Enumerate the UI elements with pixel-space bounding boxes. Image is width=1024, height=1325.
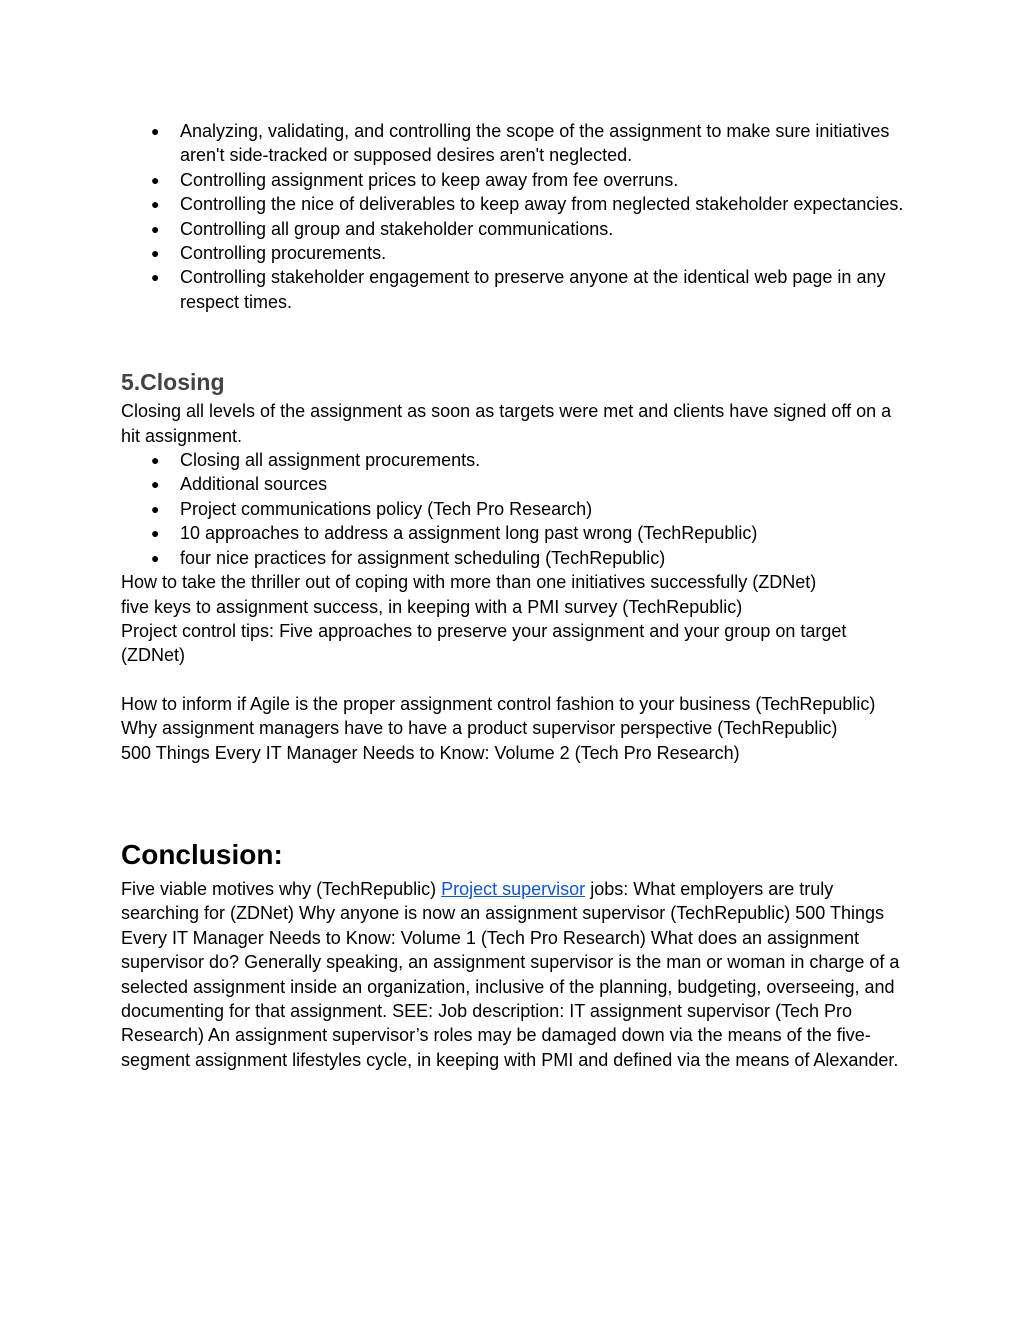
bullet-icon: ● — [151, 196, 160, 213]
list-item: ● 10 approaches to address a assignment long past wrong (TechRepublic) — [121, 521, 911, 545]
list-item: ● Project communications policy (Tech Pro Research) — [121, 497, 911, 521]
closing-intro: Closing all levels of the assignment as soon as targets were met and clients have signed off on a hit assignment. — [121, 401, 892, 446]
list-item: ● Controlling procurements. — [121, 241, 911, 265]
resource-line: Why assignment managers have to have a product supervisor perspective (TechRepublic) — [121, 718, 838, 739]
list-item: ● four nice practices for assignment scheduling (TechRepublic) — [121, 546, 911, 570]
list-item: ● Controlling stakeholder engagement to preserve anyone at the identical web page in any respect times. — [151, 267, 886, 312]
bullet-icon: ● — [151, 220, 160, 237]
resource-lines-b — [121, 692, 911, 765]
closing-bullet-list — [121, 448, 911, 570]
bullet-icon: ● — [151, 549, 160, 566]
project-supervisor-link[interactable]: Project supervisor — [441, 878, 586, 899]
bullet-icon: ● — [151, 245, 160, 262]
bullet-icon: ● — [151, 525, 160, 542]
list-item: ● Controlling the nice of deliverables to keep away from neglected stakeholder expectancies. — [121, 192, 911, 216]
resource-line: How to inform if Agile is the proper assignment control fashion to your business (TechRepublic) — [121, 693, 876, 714]
bullet-icon: ● — [151, 452, 160, 469]
bullet-icon: ● — [151, 171, 160, 188]
resource-line: 500 Things Every IT Manager Needs to Know: Volume 2 (Tech Pro Research) — [121, 742, 740, 763]
document-content — [121, 119, 911, 1072]
bullet-icon: ● — [151, 500, 160, 517]
list-item: ● Additional sources — [121, 472, 911, 496]
resource-lines-a — [121, 570, 911, 668]
resource-line: five keys to assignment success, in keeping with a PMI survey (TechRepublic) — [121, 596, 743, 617]
resource-line: How to take the thriller out of coping with more than one initiatives successfully (ZDNet) — [121, 572, 817, 593]
bullet-icon: ● — [151, 123, 160, 139]
closing-heading: 5.Closing — [121, 369, 225, 396]
conclusion-heading: Conclusion: — [121, 838, 283, 870]
list-item: ● Controlling assignment prices to keep away from fee overruns. — [121, 168, 911, 192]
bullet-icon: ● — [151, 269, 160, 286]
conclusion-section — [121, 838, 911, 1072]
list-item: ● Analyzing, validating, and controlling the scope of the assignment to make sure initiatives aren't side-tracked or supposed desires aren't neglected. — [151, 121, 890, 166]
top-bullet-list — [121, 119, 911, 314]
list-item: ● Closing all assignment procurements. — [121, 448, 911, 472]
list-item: ● Controlling all group and stakeholder communications. — [121, 217, 911, 241]
resource-line: Project control tips: Five approaches to preserve your assignment and your group on target (ZDNet) — [121, 620, 847, 666]
bullet-icon: ● — [151, 476, 160, 493]
conclusion-paragraph: Five viable motives why (TechRepublic) Project supervisor jobs: What employers are truly searching for (ZDNet) Why anyone is now an assignment supervisor (TechRepublic) 500 Things Every IT Manager Needs to Know: Volume 1 (Tech Pro Research) What does an assignment supervisor do? Generally speaking, an assignment supervisor is the man or woman in charge of a selected assignment inside an organization, inclusive of the planning, budgeting, overseeing, and documenting for that assignment. SEE: Job description: IT assignment supervisor (Tech Pro Research) An assignment supervisor’s roles may be damaged down via the means of the five-segment assignment lifestyles cycle, in keeping with PMI and defined via the means of Alexander. — [121, 878, 900, 1070]
